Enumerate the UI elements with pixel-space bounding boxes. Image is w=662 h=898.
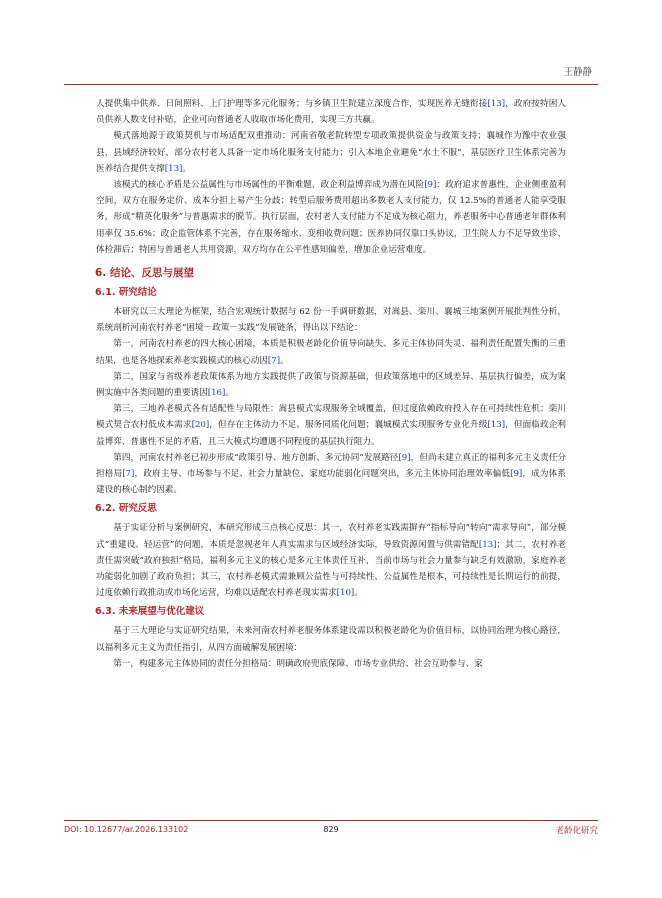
section-heading-6-1: 6.1. 研究结论	[95, 287, 157, 299]
citation-link[interactable]: [20]	[191, 420, 210, 431]
body-text	[96, 96, 566, 672]
paragraph	[96, 623, 566, 655]
footer-doi[interactable]: DOI: 10.12677/ar.2026.133102	[64, 825, 189, 834]
text-run: 第四，河南农村养老已初步形成“政策引导、地方创新、多元协同”发展路径	[113, 452, 399, 463]
text-run: 第二，国家与省级养老政策体系为地方实践提供了政策与资源基础，但政策落地中的区域差异、基层执行偏差，成为案例实施中各类问题的重要诱因	[96, 371, 566, 399]
citation-link[interactable]: [9]	[424, 180, 437, 191]
footer-rule	[64, 820, 598, 821]
text-run: ：政府追求普惠性，企业侧重盈利空间，双方在服务定价、成本分担上易产生分歧；转型后服务费用超出多数老人支付能力，仅 12.5%的普通老人能享受服务，形成“精英化服务”与普惠需求的脱节。执行层面，农村老人支付能力不足成为核心阻力，养老服务中心普通老年群体利用率仅 35.6%；政企监管体系不完善，存在服务缩水、变相收费问题；医养协同仅靠口头协议，卫生院人力不足导致坐诊、体检滞后；特困与普通老人共用资源，双方均存在公平性感知偏差，增加企业运营难度。	[96, 180, 566, 255]
paragraph	[96, 336, 566, 368]
paragraph	[96, 656, 566, 672]
text-run: ，但存在主体动力不足、服务同质化问题；襄城模式实现服务专业化升级	[209, 420, 488, 431]
text-run: 。	[225, 388, 234, 399]
text-run: 。	[182, 163, 192, 174]
text-run: 本研究以三大理论为框架，结合宏观统计数据与 62 份一手调研数据，对嵩县、栾川、襄城三地案例开展批判性分析，系统剖析河南农村养老“困境－政策－实践”发展链条，得出以下结论：	[96, 307, 566, 334]
page-number: 829	[323, 825, 339, 834]
text-run: 。	[354, 588, 363, 599]
citation-link[interactable]: [9]	[398, 452, 411, 463]
text-run: 模式落地源于政策契机与市场适配双重推动：河南省敬老院转型专项政策提供资金与政策支持；襄城作为豫中农业强县，县域经济较好，部分农村老人具备一定市场化服务支付能力；引入本地企业避免“水土不服”，基层医疗卫生体系完善为医养结合提供支撑	[96, 131, 566, 174]
citation-link[interactable]: [13]	[487, 99, 506, 109]
text-run: ，政府按特困人员供养人数支付补贴，企业可向普通老人收取市场化费用，实现三方共赢。	[96, 99, 566, 126]
paragraph	[96, 369, 566, 401]
text-run: 。	[280, 355, 289, 366]
citation-link[interactable]: [7]	[122, 469, 135, 480]
paragraph	[96, 450, 566, 499]
paragraph	[96, 177, 566, 258]
paragraph	[96, 401, 566, 450]
paragraph	[96, 520, 566, 601]
text-run: 基于三大理论与实证研究结果，未来河南农村养老服务体系建设需以积极老龄化为价值目标，以协同治理为核心路径，以福利多元主义为责任指引，从四方面破解发展困境：	[96, 626, 566, 653]
text-run: 人提供集中供养、日间照料、上门护理等多元化服务；与乡镇卫生院建立深度合作，实现医养无缝衔接	[96, 99, 488, 109]
text-run: 基于实证分析与案例研究，本研究形成三点核心反思：其一，农村养老实践需摒弃“指标导向”转向“需求导向”，部分模式“重建设、轻运营”的问题，本质是忽视老年人真实需求与区域经济实际，导致资源闲置与供需错配	[96, 523, 566, 550]
header-author: 王静静	[563, 67, 592, 78]
text-run: 第三，三地养老模式各有适配性与局限性：嵩县模式实现服务全域覆盖，但过度依赖政府投入存在可持续性危机；栾川模式契合农村低成本需求	[96, 404, 566, 431]
text-run: 第一，构建多元主体协同的责任分担格局：明确政府兜底保障、市场专业供给、社会互助参与、家	[113, 658, 483, 669]
paragraph	[96, 128, 566, 177]
citation-link[interactable]: [16]	[207, 388, 226, 399]
citation-link[interactable]: [7]	[267, 355, 281, 366]
citation-link[interactable]: [13]	[164, 163, 183, 174]
journal-name: 老龄化研究	[555, 826, 598, 836]
text-run: 该模式的核心矛盾是公益属性与市场属性的平衡难题，政企利益博弈成为潜在风险	[113, 180, 425, 191]
text-run: 第一，河南农村养老的四大核心困境，本质是积极老龄化价值导向缺失、多元主体协同失灵、福利责任配置失衡的三重结果，也是各地探索养老实践模式的核心动因	[96, 339, 566, 366]
text-run: ，成为体系建设的核心制约因素。	[96, 469, 566, 496]
text-run: ，但尚未建立真正的福利多元主义责任分担格局	[96, 452, 566, 480]
text-run: ；其二，农村养老责任需突破“政府独担”格局，福利多元主义的核心是多元主体责任互补，当前市场与社会力量参与缺乏有效激励，家庭养老功能弱化加剧了政府负担；其三，农村养老模式需兼顾公益性与可持续性，公益属性是根本，可持续性是长期运行的前提，过度依赖行政推动或市场化运营，均难以适配农村养老现实需求	[96, 539, 566, 599]
section-heading-6-3: 6.3. 未来展望与优化建议	[95, 606, 205, 618]
citation-link[interactable]: [10]	[336, 588, 355, 599]
paragraph	[96, 96, 566, 128]
section-heading-6-2: 6.2. 研究反思	[95, 503, 157, 515]
citation-link[interactable]: [13]	[478, 539, 497, 550]
citation-link[interactable]: [9]	[510, 469, 523, 480]
section-heading-6: 6. 结论、反思与展望	[95, 267, 194, 280]
header-rule	[64, 84, 598, 85]
paragraph	[96, 304, 566, 336]
text-run: ，但面临政企利益博弈、普惠性不足的矛盾，且三大模式均遭遇不同程度的基层执行阻力。	[96, 420, 566, 447]
citation-link[interactable]: [13]	[487, 420, 506, 431]
text-run: ，政府主导、市场参与不足、社会力量缺位、家庭功能弱化问题突出，多元主体协同治理效率偏低	[134, 469, 511, 480]
